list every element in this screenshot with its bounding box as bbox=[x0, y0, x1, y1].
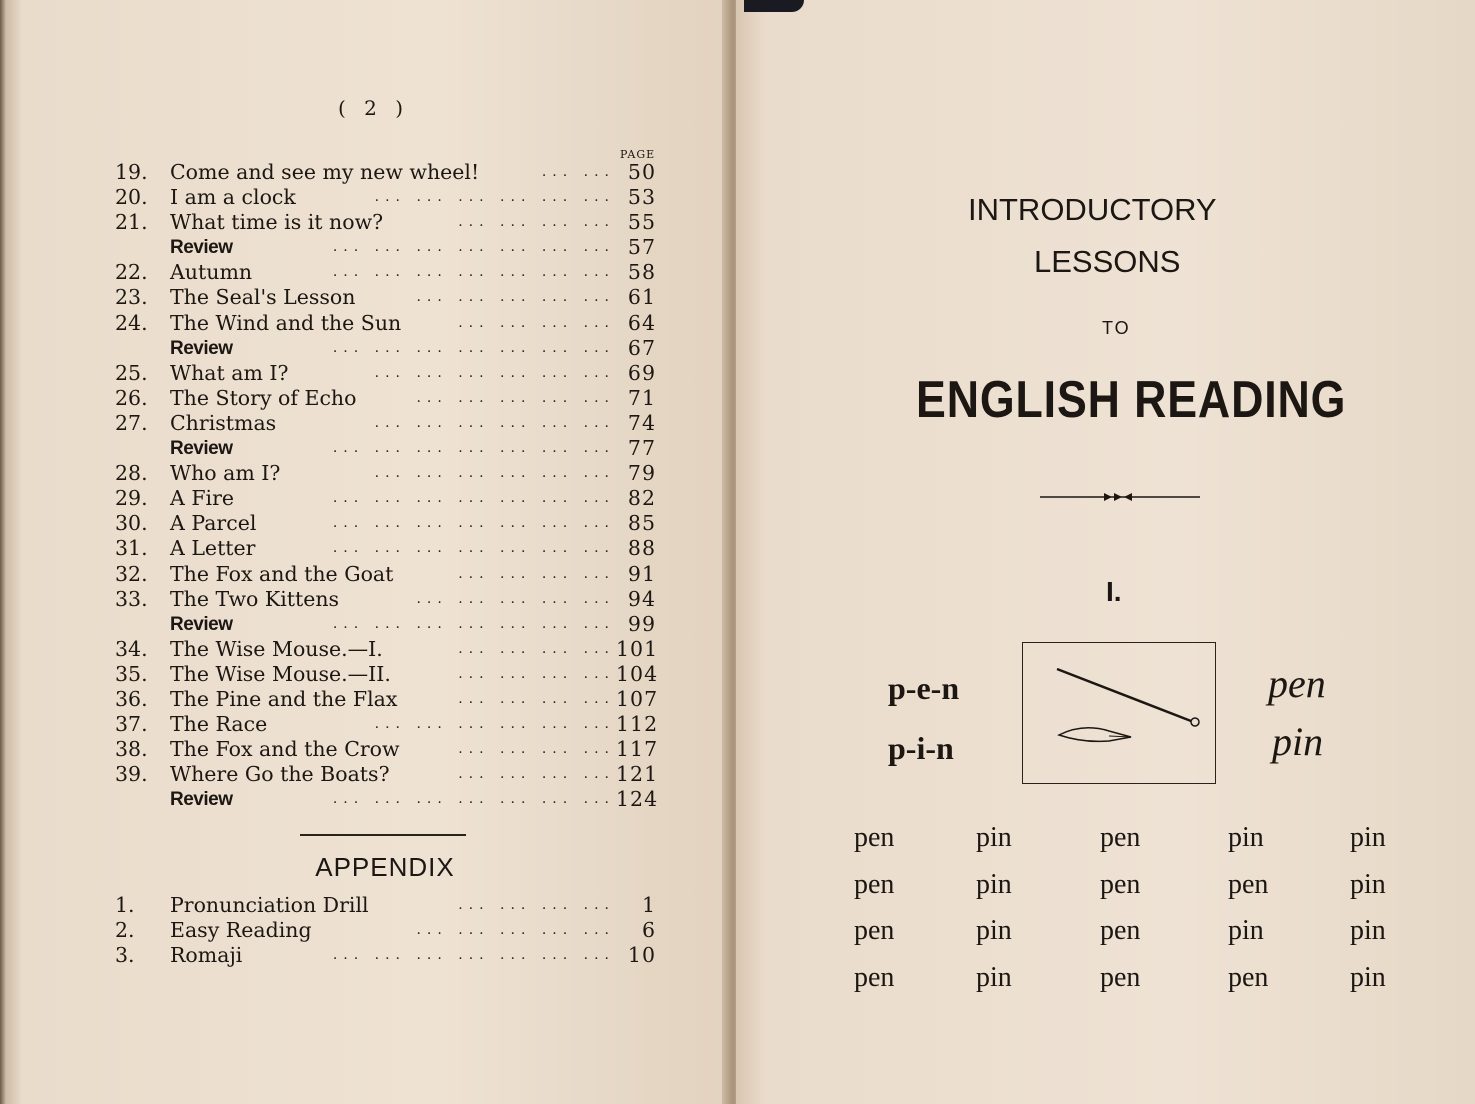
word-row bbox=[848, 822, 1408, 869]
leader-dots: ... ... ... ... bbox=[458, 214, 615, 231]
appendix-list bbox=[110, 893, 670, 968]
entry-title: The Wise Mouse.—I. bbox=[170, 636, 383, 661]
entry-title: Where Go the Boats? bbox=[170, 762, 390, 787]
entry-title: The Fox and the Crow bbox=[170, 737, 400, 762]
toc-row bbox=[110, 436, 670, 461]
entry-number: 30. bbox=[115, 511, 148, 536]
leader-dots: ... ... ... ... ... bbox=[416, 590, 615, 607]
entry-number: 28. bbox=[115, 461, 148, 486]
entry-title: Review bbox=[170, 789, 233, 811]
toc-row bbox=[110, 260, 670, 285]
entry-page: 55 bbox=[627, 210, 656, 235]
practice-word: pen bbox=[854, 868, 895, 900]
toc-row bbox=[110, 411, 670, 436]
entry-title: Review bbox=[170, 613, 233, 635]
leader-dots: ... ... ... ... ... ... ... bbox=[332, 791, 615, 808]
spelling-pen: p-e-n bbox=[888, 670, 960, 706]
toc-row bbox=[110, 536, 670, 561]
entry-page: 88 bbox=[627, 536, 656, 561]
entry-title: The Story of Echo bbox=[170, 385, 357, 410]
entry-title: Easy Reading bbox=[170, 918, 312, 943]
entry-page: 91 bbox=[627, 561, 656, 586]
entry-number: 20. bbox=[115, 185, 148, 210]
word-row bbox=[848, 962, 1408, 1009]
practice-word: pin bbox=[976, 961, 1012, 993]
practice-word: pen bbox=[1100, 961, 1141, 993]
leader-dots: ... ... ... ... bbox=[458, 665, 615, 682]
practice-word: pin bbox=[1228, 822, 1264, 853]
entry-title: The Wise Mouse.—II. bbox=[170, 661, 391, 686]
toc-row bbox=[110, 235, 670, 260]
leader-dots: ... ... ... ... ... ... ... bbox=[332, 339, 615, 356]
toc-row bbox=[110, 587, 670, 612]
entry-number: 39. bbox=[115, 762, 148, 787]
practice-word: pen bbox=[854, 915, 895, 946]
entry-number: 34. bbox=[115, 636, 148, 661]
entry-number: 1. bbox=[115, 893, 135, 917]
entry-title: The Two Kittens bbox=[170, 586, 340, 611]
entry-number: 19. bbox=[115, 160, 148, 184]
word-practice-grid bbox=[848, 822, 1408, 1008]
entry-title: Romaji bbox=[170, 943, 243, 968]
toc-row bbox=[110, 210, 670, 235]
toc-row bbox=[110, 311, 670, 336]
entry-number: 33. bbox=[115, 586, 148, 611]
practice-word: pin bbox=[1350, 961, 1386, 993]
page-number: ( 2 ) bbox=[338, 96, 410, 120]
leader-dots: ... ... ... ... ... ... ... bbox=[332, 947, 615, 964]
entry-number: 35. bbox=[115, 661, 148, 686]
leader-dots: ... ... ... ... bbox=[458, 565, 615, 582]
left-page bbox=[0, 0, 728, 1104]
leader-dots: ... ... ... ... ... ... ... bbox=[332, 264, 615, 281]
leader-dots: ... ... ... ... ... bbox=[416, 289, 615, 306]
appendix-heading: APPENDIX bbox=[315, 852, 455, 882]
toc-row bbox=[110, 637, 670, 662]
pen-pin-illustration bbox=[1022, 642, 1216, 784]
entry-page: 74 bbox=[627, 410, 656, 435]
spelling-pin: p-i-n bbox=[888, 730, 954, 766]
leader-dots: ... ... ... ... ... ... bbox=[374, 364, 615, 381]
practice-word: pin bbox=[1228, 915, 1264, 946]
entry-title: Pronunciation Drill bbox=[170, 893, 369, 917]
entry-number: 22. bbox=[115, 260, 148, 285]
entry-title: A Fire bbox=[170, 486, 235, 511]
appendix-row bbox=[110, 893, 670, 918]
entry-number: 32. bbox=[115, 561, 148, 586]
entry-title: A Letter bbox=[170, 536, 256, 561]
appendix-row bbox=[110, 918, 670, 943]
leader-dots: ... ... ... ... bbox=[458, 640, 615, 657]
entry-page: 101 bbox=[616, 636, 659, 661]
table-of-contents bbox=[110, 160, 670, 812]
entry-title: Come and see my new wheel! bbox=[170, 160, 480, 184]
leader-dots: ... ... ... ... bbox=[458, 690, 615, 707]
page-column-label: PAGE bbox=[620, 148, 656, 161]
entry-page: 121 bbox=[616, 762, 659, 787]
entry-page: 124 bbox=[616, 787, 659, 812]
ornament-divider-icon bbox=[1040, 490, 1200, 504]
entry-number: 36. bbox=[115, 686, 148, 711]
practice-word: pin bbox=[976, 868, 1012, 900]
leader-dots: ... ... ... ... ... ... bbox=[374, 465, 615, 482]
toc-row bbox=[110, 687, 670, 712]
leader-dots: ... ... ... ... ... ... ... bbox=[332, 239, 615, 256]
entry-title: The Fox and the Goat bbox=[170, 561, 394, 586]
toc-row bbox=[110, 712, 670, 737]
toc-row bbox=[110, 185, 670, 210]
entry-title: Review bbox=[170, 438, 233, 460]
lesson-number: I. bbox=[1106, 576, 1122, 607]
toc-row bbox=[110, 562, 670, 587]
leader-dots: ... ... ... ... ... ... bbox=[374, 414, 615, 431]
entry-page: 79 bbox=[627, 461, 656, 486]
leader-dots: ... ... ... ... bbox=[458, 766, 615, 783]
toc-row bbox=[110, 361, 670, 386]
entry-page: 57 bbox=[627, 235, 656, 260]
entry-page: 82 bbox=[627, 486, 656, 511]
entry-page: 50 bbox=[627, 160, 656, 184]
toc-row bbox=[110, 762, 670, 787]
word-row bbox=[848, 915, 1408, 962]
entry-title: What time is it now? bbox=[170, 210, 384, 235]
entry-page: 10 bbox=[627, 943, 656, 968]
entry-title: I am a clock bbox=[170, 185, 296, 210]
entry-number: 2. bbox=[115, 918, 135, 943]
entry-title: Autumn bbox=[170, 260, 253, 285]
entry-page: 99 bbox=[627, 611, 656, 636]
entry-number: 37. bbox=[115, 712, 148, 737]
leader-dots: ... ... ... ... ... ... ... bbox=[332, 440, 615, 457]
entry-number: 24. bbox=[115, 310, 148, 335]
entry-page: 117 bbox=[616, 737, 659, 762]
entry-title: The Seal's Lesson bbox=[170, 285, 356, 310]
toc-row bbox=[110, 787, 670, 812]
entry-page: 85 bbox=[627, 511, 656, 536]
practice-word: pen bbox=[1228, 868, 1269, 900]
divider bbox=[300, 834, 466, 836]
leader-dots: ... ... ... ... ... ... ... bbox=[332, 515, 615, 532]
pen-and-pin-icon bbox=[1023, 643, 1215, 783]
practice-word: pen bbox=[1228, 961, 1269, 993]
entry-page: 64 bbox=[627, 310, 656, 335]
entry-number: 38. bbox=[115, 737, 148, 762]
entry-number: 27. bbox=[115, 410, 148, 435]
main-title: ENGLISH READING bbox=[916, 371, 1347, 429]
leader-dots: ... ... ... ... bbox=[458, 741, 615, 758]
entry-page: 107 bbox=[616, 686, 659, 711]
script-word-pin: pin bbox=[1272, 719, 1324, 764]
entry-title: Who am I? bbox=[170, 461, 281, 486]
toc-row bbox=[110, 737, 670, 762]
entry-number: 23. bbox=[115, 285, 148, 310]
word-row bbox=[848, 869, 1408, 916]
practice-word: pin bbox=[1350, 822, 1386, 853]
leader-dots: ... ... bbox=[541, 164, 615, 180]
practice-word: pin bbox=[976, 915, 1012, 946]
leader-dots: ... ... ... ... bbox=[458, 897, 615, 913]
entry-title: The Pine and the Flax bbox=[170, 686, 398, 711]
toc-row bbox=[110, 336, 670, 361]
toc-row bbox=[110, 386, 670, 411]
leader-dots: ... ... ... ... ... ... bbox=[374, 189, 615, 206]
leader-dots: ... ... ... ... bbox=[458, 314, 615, 331]
entry-title: Review bbox=[170, 237, 233, 259]
toc-row bbox=[110, 511, 670, 536]
toc-row bbox=[110, 160, 670, 185]
toc-row bbox=[110, 662, 670, 687]
toc-row bbox=[110, 612, 670, 637]
entry-title: The Wind and the Sun bbox=[170, 310, 402, 335]
practice-word: pen bbox=[1100, 822, 1141, 853]
entry-page: 71 bbox=[627, 385, 656, 410]
title-line-1: INTRODUCTORY bbox=[968, 192, 1217, 227]
practice-word: pen bbox=[854, 822, 895, 853]
page-corner-shadow bbox=[744, 0, 804, 12]
entry-page: 112 bbox=[616, 712, 659, 737]
leader-dots: ... ... ... ... ... ... ... bbox=[332, 615, 615, 632]
entry-title: Christmas bbox=[170, 410, 277, 435]
entry-page: 94 bbox=[627, 586, 656, 611]
entry-title: A Parcel bbox=[170, 511, 257, 536]
toc-row bbox=[110, 461, 670, 486]
practice-word: pin bbox=[1350, 868, 1386, 900]
toc-row bbox=[110, 486, 670, 511]
leader-dots: ... ... ... ... ... ... bbox=[374, 716, 615, 733]
entry-page: 58 bbox=[627, 260, 656, 285]
entry-title: The Race bbox=[170, 712, 268, 737]
entry-page: 1 bbox=[641, 893, 656, 917]
practice-word: pin bbox=[976, 822, 1012, 853]
entry-title: Review bbox=[170, 337, 233, 359]
script-word-pen: pen bbox=[1268, 661, 1326, 706]
appendix-row bbox=[110, 943, 670, 968]
entry-page: 77 bbox=[627, 436, 656, 461]
entry-page: 69 bbox=[627, 360, 656, 385]
entry-number: 29. bbox=[115, 486, 148, 511]
entry-number: 21. bbox=[115, 210, 148, 235]
entry-page: 104 bbox=[616, 661, 659, 686]
practice-word: pen bbox=[1100, 915, 1141, 946]
entry-number: 26. bbox=[115, 385, 148, 410]
entry-number: 31. bbox=[115, 536, 148, 561]
entry-title: What am I? bbox=[170, 360, 289, 385]
leader-dots: ... ... ... ... ... bbox=[416, 922, 615, 939]
entry-page: 67 bbox=[627, 335, 656, 360]
leader-dots: ... ... ... ... ... bbox=[416, 389, 615, 406]
title-to: TO bbox=[1102, 318, 1131, 338]
entry-page: 61 bbox=[627, 285, 656, 310]
toc-row bbox=[110, 285, 670, 310]
practice-word: pen bbox=[1100, 868, 1141, 900]
entry-page: 6 bbox=[641, 918, 656, 943]
entry-page: 53 bbox=[627, 185, 656, 210]
title-line-2: LESSONS bbox=[1034, 244, 1181, 279]
entry-number: 25. bbox=[115, 360, 148, 385]
practice-word: pin bbox=[1350, 915, 1386, 946]
leader-dots: ... ... ... ... ... ... ... bbox=[332, 490, 615, 507]
leader-dots: ... ... ... ... ... ... ... bbox=[332, 540, 615, 557]
entry-number: 3. bbox=[115, 943, 135, 968]
practice-word: pen bbox=[854, 961, 895, 993]
